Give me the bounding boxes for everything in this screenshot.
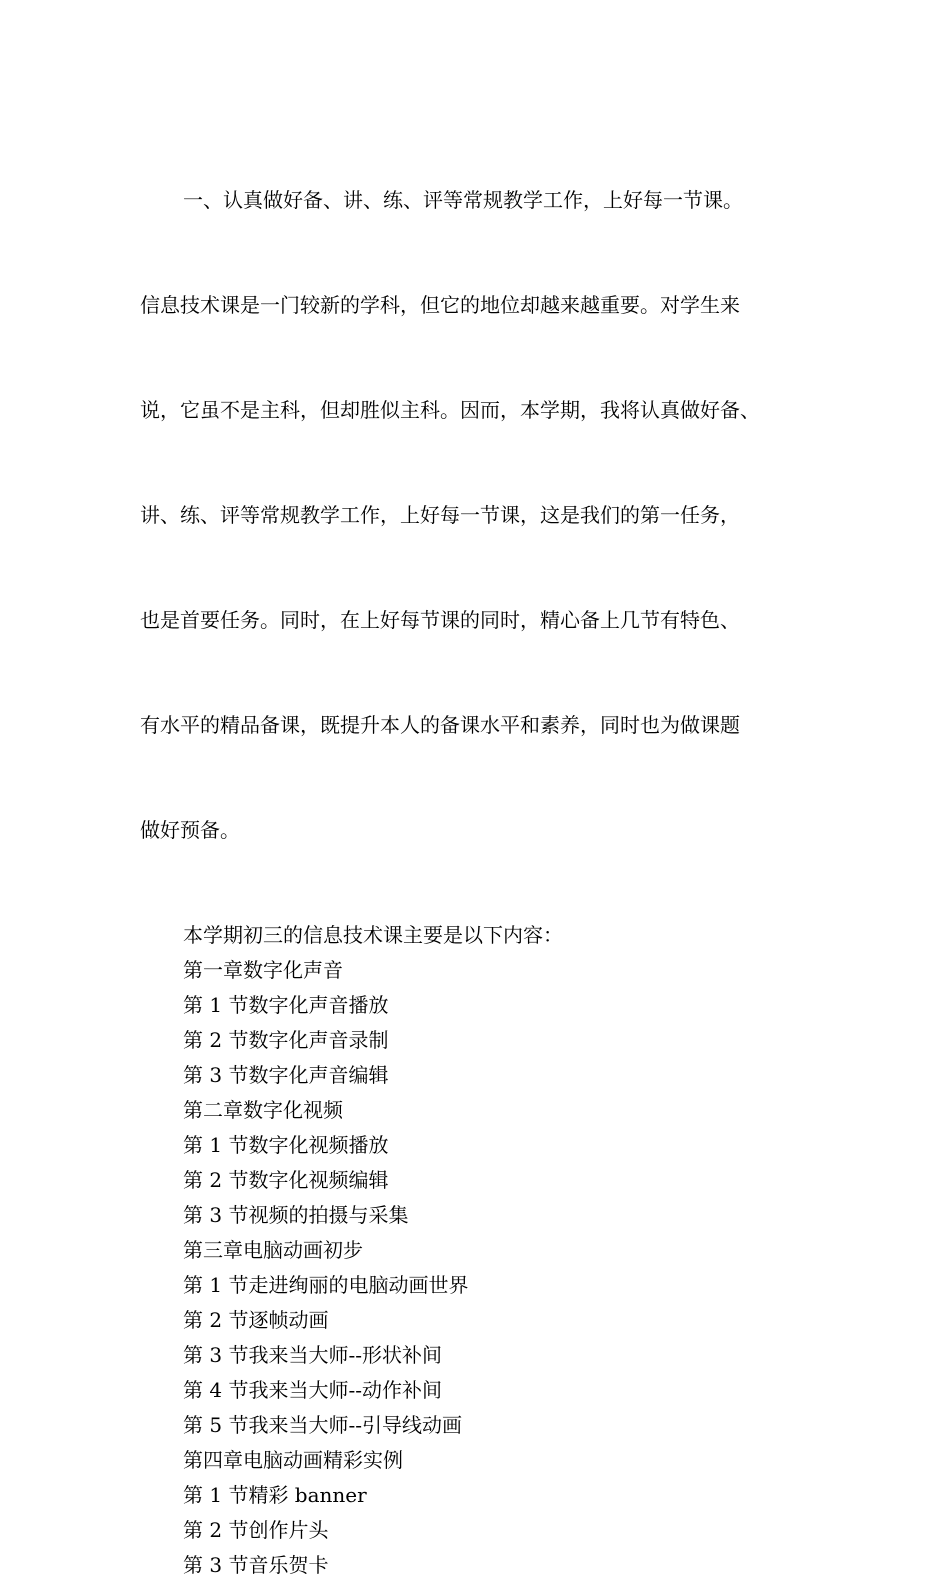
chapter-heading: 第二章数字化视频	[183, 1098, 343, 1122]
course-outline	[140, 918, 820, 1583]
content-intro: 本学期初三的信息技术课主要是以下内容：	[183, 923, 563, 947]
intro-line: 做好预备。	[140, 818, 240, 842]
section-item: 第 4 节我来当大师--动作补间	[183, 1378, 442, 1402]
chapter-heading: 第三章电脑动画初步	[183, 1238, 363, 1262]
intro-line: 一、认真做好备、讲、练、评等常规教学工作，上好每一节课。	[183, 188, 743, 212]
section-item: 第 3 节我来当大师--形状补间	[183, 1343, 442, 1367]
section-item: 第 3 节数字化声音编辑	[183, 1063, 389, 1087]
section-item: 第 1 节精彩 banner	[183, 1483, 367, 1507]
chapter-heading: 第四章电脑动画精彩实例	[183, 1448, 403, 1472]
section-item: 第 2 节数字化视频编辑	[183, 1168, 389, 1192]
intro-line: 说，它虽不是主科，但却胜似主科。因而，本学期，我将认真做好备、	[140, 398, 760, 422]
section-item: 第 2 节逐帧动画	[183, 1308, 329, 1332]
section-item: 第 3 节视频的拍摄与采集	[183, 1203, 409, 1227]
intro-paragraph	[140, 113, 820, 918]
intro-line: 也是首要任务。同时，在上好每节课的同时，精心备上几节有特色、	[140, 608, 740, 632]
intro-line: 有水平的精品备课，既提升本人的备课水平和素养，同时也为做课题	[140, 713, 740, 737]
section-item: 第 2 节创作片头	[183, 1518, 329, 1542]
section-item: 第 2 节数字化声音录制	[183, 1028, 389, 1052]
intro-line: 信息技术课是一门较新的学科，但它的地位却越来越重要。对学生来	[140, 293, 740, 317]
section-item: 第 3 节音乐贺卡	[183, 1553, 329, 1577]
chapter-heading: 第一章数字化声音	[183, 958, 343, 982]
section-item: 第 1 节数字化视频播放	[183, 1133, 389, 1157]
intro-line: 讲、练、评等常规教学工作，上好每一节课，这是我们的第一任务，	[140, 503, 740, 527]
section-item: 第 1 节数字化声音播放	[183, 993, 389, 1017]
section-item: 第 5 节我来当大师--引导线动画	[183, 1413, 462, 1437]
document-body	[140, 113, 820, 1583]
section-item: 第 1 节走进绚丽的电脑动画世界	[183, 1273, 469, 1297]
